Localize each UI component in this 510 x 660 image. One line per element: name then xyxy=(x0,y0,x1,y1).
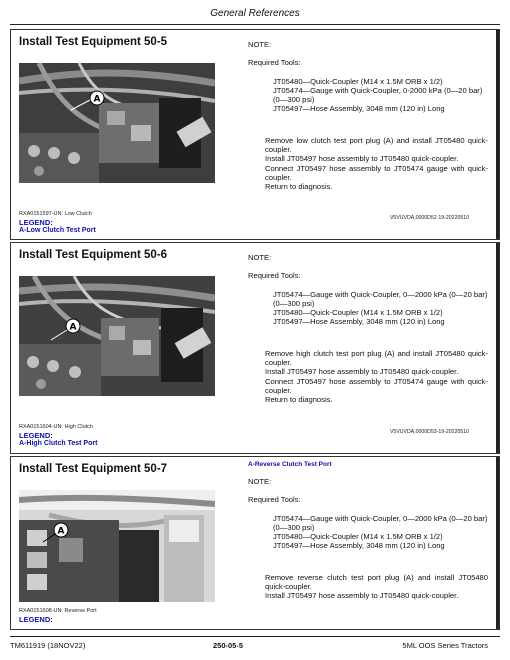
section-50-5 xyxy=(10,29,500,240)
figure-high-clutch xyxy=(19,276,215,396)
callout-a-label: A xyxy=(57,526,65,537)
section-50-6 xyxy=(10,242,500,454)
section-subtitle: A-Reverse Clutch Test Port xyxy=(248,461,332,468)
required-tools-label: Required Tools: xyxy=(248,495,301,505)
figure-id: RXA0151604-UN: High Clutch xyxy=(19,424,93,430)
tool-list xyxy=(273,290,488,327)
tool-item: JT05480—Quick-Coupler (M14 x 1.5M ORB x 1/2) xyxy=(273,308,443,318)
footer-rule xyxy=(10,636,500,637)
section-right-rule xyxy=(496,243,499,453)
tool-list xyxy=(273,514,488,551)
procedure-text xyxy=(248,40,488,192)
tool-item: JT05497—Hose Assembly, 3048 mm (120 in) Long xyxy=(273,104,445,114)
section-title: Install Test Equipment 50-5 xyxy=(19,36,168,48)
header-rule xyxy=(10,24,500,25)
instruction-step: Return to diagnosis. xyxy=(265,182,333,192)
section-50-7 xyxy=(10,456,500,630)
note-label: NOTE: xyxy=(248,253,272,262)
footer-doc-id: TM611919 (18NOV22) xyxy=(10,641,86,650)
instruction-step: Return to diagnosis. xyxy=(265,395,333,405)
legend-label: LEGEND: xyxy=(19,431,53,440)
instruction-step: Remove low clutch test port plug (A) and install JT05480 quick-coupler. xyxy=(265,135,488,155)
instruction-step: Remove high clutch test port plug (A) and install JT05480 quick-coupler. xyxy=(265,348,488,368)
instruction-list xyxy=(265,573,488,601)
required-tools-label: Required Tools: xyxy=(248,58,301,68)
instruction-list xyxy=(265,136,488,192)
tool-item: JT05480—Quick-Coupler (M14 x 1.5M ORB x 1/2) xyxy=(273,532,443,542)
figure-id: RXA0151597-UN: Low Clutch xyxy=(19,211,92,217)
instruction-step: Install JT05497 hose assembly to JT05480 quick-coupler. xyxy=(265,154,459,164)
legend-item-a: A-Low Clutch Test Port xyxy=(19,227,96,234)
footer-page-number: 250-05-5 xyxy=(213,641,244,650)
figure-low-clutch xyxy=(19,63,215,183)
figure-id: RXA0151608-UN: Reverse Port xyxy=(19,608,97,614)
required-tools-label: Required Tools: xyxy=(248,271,301,281)
tool-item: JT05474—Gauge with Quick-Coupler, 0-2000 kPa (0—20 bar) (0—300 psi) xyxy=(273,85,483,105)
legend-label: LEGEND: xyxy=(19,615,53,624)
instruction-step: Remove reverse clutch test port plug (A) and install JT05480 quick-coupler. xyxy=(265,572,488,592)
note-label: NOTE: xyxy=(248,477,272,486)
legend-label: LEGEND: xyxy=(19,218,53,227)
doc-code: V5VUVDA,0000D53-19-20220510 xyxy=(389,429,469,435)
tool-item: JT05474—Gauge with Quick-Coupler, 0—2000 kPa (0—20 bar) (0—300 psi) xyxy=(273,289,488,308)
instruction-step: Connect JT05497 hose assembly to JT05474 gauge with quick-coupler. xyxy=(265,376,488,395)
legend-item-a: A-High Clutch Test Port xyxy=(19,440,98,447)
tool-item: JT05474—Gauge with Quick-Coupler, 0—2000 kPa (0—20 bar) (0—300 psi) xyxy=(273,513,488,532)
tool-item: JT05480—Quick-Coupler (M14 x 1.5M ORB x 1/2) xyxy=(273,76,443,86)
procedure-text xyxy=(248,253,488,405)
tool-list xyxy=(273,77,488,114)
section-title: Install Test Equipment 50-7 xyxy=(19,463,168,475)
footer-product: 5ML OOS Series Tractors xyxy=(402,641,488,650)
callout-a-label: A xyxy=(69,322,77,333)
instruction-step: Install JT05497 hose assembly to JT05480 quick-coupler. xyxy=(265,367,459,377)
page-header-title: General References xyxy=(210,8,300,19)
doc-code: V5VUVDA,0000D52-19-20220510 xyxy=(389,215,469,221)
instruction-step: Install JT05497 hose assembly to JT05480 quick-coupler. xyxy=(265,591,459,601)
figure-reverse-port xyxy=(19,490,215,602)
section-title: Install Test Equipment 50-6 xyxy=(19,249,168,261)
instruction-list xyxy=(265,349,488,405)
note-label: NOTE: xyxy=(248,40,272,49)
section-right-rule xyxy=(496,30,499,239)
callout-a-label: A xyxy=(93,94,101,105)
procedure-text xyxy=(248,477,488,601)
tool-item: JT05497—Hose Assembly, 3048 mm (120 in) Long xyxy=(273,541,445,551)
section-right-rule xyxy=(496,457,499,629)
instruction-step: Connect JT05497 hose assembly to JT05474 gauge with quick-coupler. xyxy=(265,163,488,182)
tool-item: JT05497—Hose Assembly, 3048 mm (120 in) Long xyxy=(273,317,445,327)
